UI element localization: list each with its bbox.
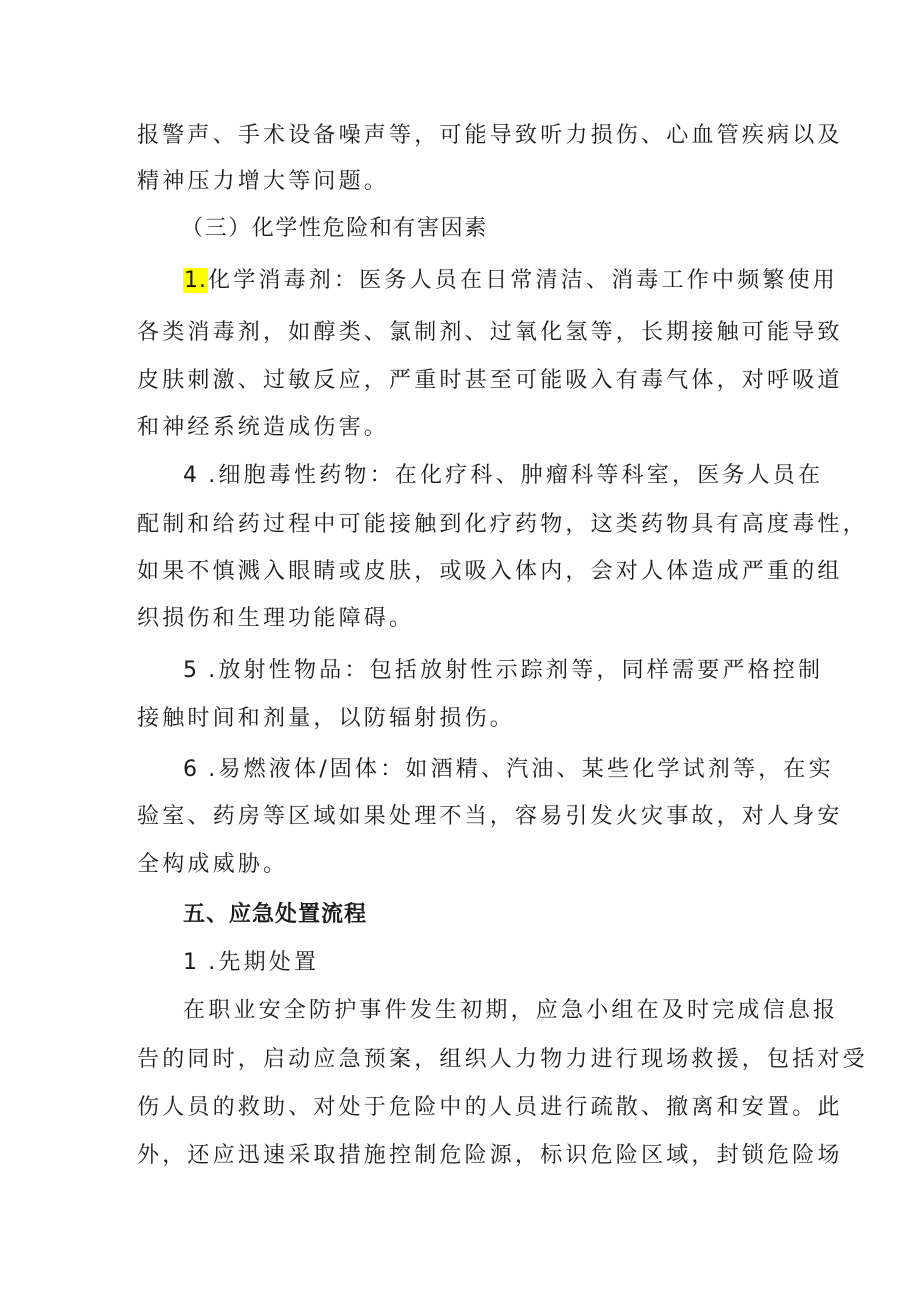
- paragraph-line: 如果不慎溅入眼睛或皮肤，或吸入体内，会对人体造成严重的组: [137, 559, 843, 584]
- list-item-4: [183, 461, 823, 491]
- list-item-6: [183, 755, 834, 785]
- paragraph-line: 报警声、手术设备噪声等，可能导致听力损伤、心血管疾病以及: [137, 123, 843, 148]
- list-item-text: 化学消毒剂：医务人员在日常清洁、消毒工作中频繁使用: [208, 268, 839, 293]
- paragraph-line: 配制和给药过程中可能接触到化疗药物，这类药物具有高度毒性，: [137, 512, 868, 537]
- list-item-text: .放射性物品：包括放射性示踪剂等，同样需要严格控制: [208, 658, 824, 683]
- section-heading: 五、应急处置流程: [183, 902, 368, 927]
- paragraph-line: 和神经系统造成伤害。: [137, 415, 390, 440]
- paragraph-line: 告的同时，启动应急预案，组织人力物力进行现场救援，包括对受: [137, 1047, 868, 1072]
- item-number: 5: [183, 658, 198, 683]
- paragraph-line: 伤人员的救助、对处于危险中的人员进行疏散、撤离和安置。此: [137, 1095, 843, 1120]
- paragraph-line: 织损伤和生理功能障碍。: [137, 606, 415, 631]
- paragraph-line: 全构成威胁。: [137, 852, 289, 877]
- item-number: 4: [183, 463, 198, 488]
- item-number: 6: [183, 757, 198, 782]
- paragraph-line: 外，还应迅速采取措施控制危险源，标识危险区域，封锁危险场: [137, 1143, 843, 1168]
- paragraph-line: 各类消毒剂，如醇类、氯制剂、过氧化氢等，长期接触可能导致: [137, 320, 843, 345]
- list-item-1: [183, 266, 838, 296]
- list-item-text: .细胞毒性药物：在化疗科、肿瘤科等科室，医务人员在: [208, 463, 824, 488]
- paragraph-line: 皮肤刺激、过敏反应，严重时甚至可能吸入有毒气体，对呼吸道: [137, 368, 843, 393]
- step-number: 1: [183, 950, 198, 975]
- step-heading: [183, 948, 319, 978]
- paragraph-line: 验室、药房等区域如果处理不当，容易引发火灾事故，对人身安: [137, 804, 843, 829]
- paragraph-line: 接触时间和剂量，以防辐射损伤。: [137, 706, 516, 731]
- list-item-5: [183, 656, 823, 686]
- step-title: .先期处置: [208, 950, 320, 975]
- highlighted-item-number: 1.: [184, 268, 207, 293]
- list-item-text: .易燃液体/固体：如酒精、汽油、某些化学试剂等，在实: [208, 757, 834, 782]
- paragraph-line: 在职业安全防护事件发生初期，应急小组在及时完成信息报: [183, 998, 839, 1023]
- paragraph-line: 精神压力增大等问题。: [137, 169, 390, 194]
- subheading-chemical-hazards: （三）化学性危险和有害因素: [181, 216, 488, 241]
